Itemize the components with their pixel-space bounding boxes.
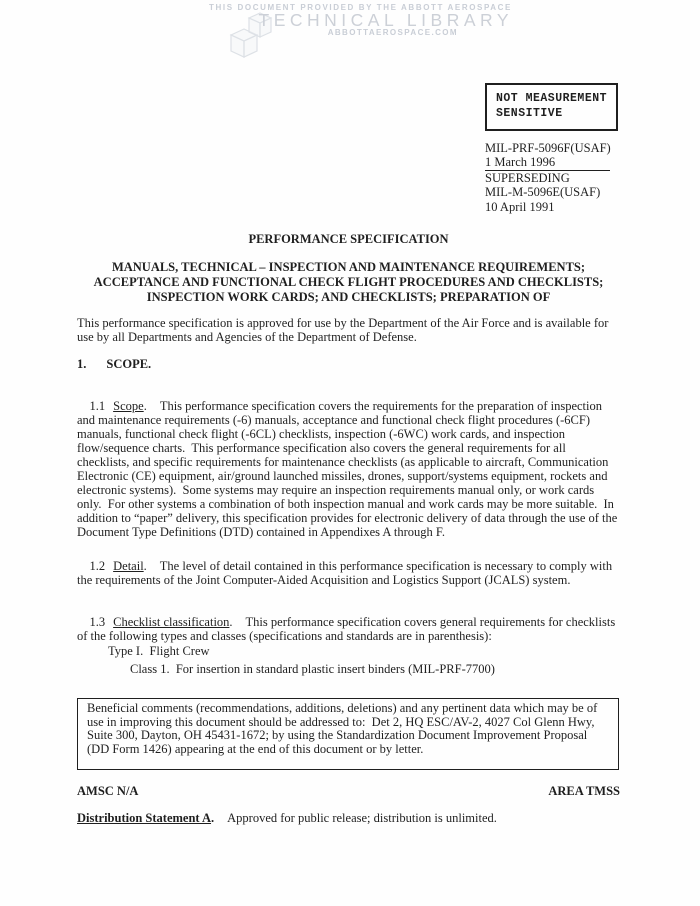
para-number: 1.2 <box>89 559 106 573</box>
para-text: This performance specification covers the requirements for the preparation of inspection and maintenance requirements (-6) manuals, acceptance and functional check flight procedures (-6CF) manuals, functional check flight (-6CL) checklists, inspection (-6WC) work cards, and inspection flow/sequence charts. This performance specification also covers the general requirements for all checklists, and specific requirements for maintenance checklists (as applicable to aircraft, Communication Electronic (CE) equipment, air/ground launched missiles, drones, support/systems equipment, rockets and electronic systems). Some systems may require an inspection requirements manual only, or work cards only. For other systems a combination of both inspection manual and work cards may be more suitable. In addition to “paper” delivery, this specification provides for electronic delivery of data through the use of the Document Type Definitions (DTD) contained in Appendixes A through F. <box>77 399 621 539</box>
class-line: Class 1. For insertion in standard plastic insert binders (MIL-PRF-7700) <box>130 662 495 676</box>
footer-amsc: AMSC N/A <box>77 784 139 798</box>
type-line: Type I. Flight Crew <box>108 644 210 658</box>
footer-row <box>77 784 620 799</box>
watermark-provider-line: THIS DOCUMENT PROVIDED BY THE ABBOTT AEROSPACE <box>209 3 512 12</box>
doc-subject-line-3: INSPECTION WORK CARDS; AND CHECKLISTS; PREPARATION OF <box>146 290 551 304</box>
watermark-url: ABBOTTAEROSPACE.COM <box>327 28 458 37</box>
section-1-heading <box>77 357 620 371</box>
footer-area: AREA TMSS <box>548 784 620 798</box>
section-number: 1. <box>77 357 87 371</box>
comment-box: Beneficial comments (recommendations, additions, deletions) and any pertinent data which may be of use in improving this document should be addressed to: Det 2, HQ ESC/AV-2, 4027 Col Glenn Hwy, Suite 300, Dayton, OH 45431-1672; by using the Standardization Document Improvement Proposal (DD Form 1426) appearing at the end of this document or by letter. <box>77 698 619 770</box>
superseded-spec-number: MIL-M-5096E(USAF) <box>485 185 601 200</box>
para-number: 1.1 <box>89 399 106 413</box>
distribution-statement: Distribution Statement A. Approved for public release; distribution is unlimited. <box>77 811 497 825</box>
para-text: The level of detail contained in this performance specification is necessary to comply with the requirements of the Joint Computer-Aided Acquisition and Logistics Support (JCALS) system. <box>77 559 616 587</box>
not-measurement-sensitive-box <box>485 83 618 131</box>
watermark-title: TECHNICAL LIBRARY <box>258 10 513 30</box>
notice-line-2: SENSITIVE <box>496 107 563 120</box>
doc-subject <box>77 260 620 305</box>
para-label: Checklist classification <box>113 615 230 629</box>
spec-number: MIL-PRF-5096F(USAF) <box>485 141 611 155</box>
doc-subject-line-2: ACCEPTANCE AND FUNCTIONAL CHECK FLIGHT PROCEDURES AND CHECKLISTS; <box>93 275 604 289</box>
spec-id-block <box>485 141 611 214</box>
para-number: 1.3 <box>89 615 106 629</box>
para-label: Detail <box>113 559 144 573</box>
spec-date: 1 March 1996 <box>485 155 610 170</box>
distribution-text: Approved for public release; distribution is unlimited. <box>227 811 497 825</box>
doc-subject-line-1: MANUALS, TECHNICAL – INSPECTION AND MAINTENANCE REQUIREMENTS; <box>111 260 586 274</box>
section-label: SCOPE. <box>106 357 152 371</box>
paragraph-1-2: 1.2 Detail. The level of detail contained in this performance specification is necessary to comply with the requirements of the Joint Computer-Aided Acquisition and Logistics Support (JCALS) system. <box>77 559 616 587</box>
notice-line-1: NOT MEASUREMENT <box>496 92 608 105</box>
para-text: This performance specification covers general requirements for checklists of the following types and classes (specifications and standards are in parenthesis): <box>77 615 619 643</box>
superseding-label: SUPERSEDING <box>485 170 570 185</box>
superseded-date: 10 April 1991 <box>485 199 555 214</box>
distribution-label: Distribution Statement A <box>77 811 212 825</box>
paragraph-1-1: 1.1 Scope. This performance specification covers the requirements for the preparation of inspection and maintenance requirements (-6) manuals, acceptance and functional check flight procedures (-6CF) manuals, functional check flight (-6CL) checklists, inspection (-6WC) work cards, and inspection flow/sequence charts. This performance specification also covers the general requirements for all checklists, and specific requirements for maintenance checklists (as applicable to aircraft, Communication Electronic (CE) equipment, air/ground launched missiles, drones, support/systems equipment, rockets and electronic systems). Some systems may require an inspection requirements manual only, or work cards only. For other systems a combination of both inspection manual and work cards may be more suitable. In addition to “paper” delivery, this specification provides for electronic delivery of data through the use of the Document Type Definitions (DTD) contained in Appendixes A through F. <box>77 399 621 539</box>
paragraph-1-3: 1.3 Checklist classification. This performance specification covers general requirements for checklists of the following types and classes (specifications and standards are in parenthesis): <box>77 615 619 643</box>
para-label: Scope <box>113 399 144 413</box>
doc-heading: PERFORMANCE SPECIFICATION <box>248 232 449 246</box>
approval-paragraph: This performance specification is approved for use by the Department of the Air Force and is available for use by all Departments and Agencies of the Department of Defense. <box>77 316 612 344</box>
